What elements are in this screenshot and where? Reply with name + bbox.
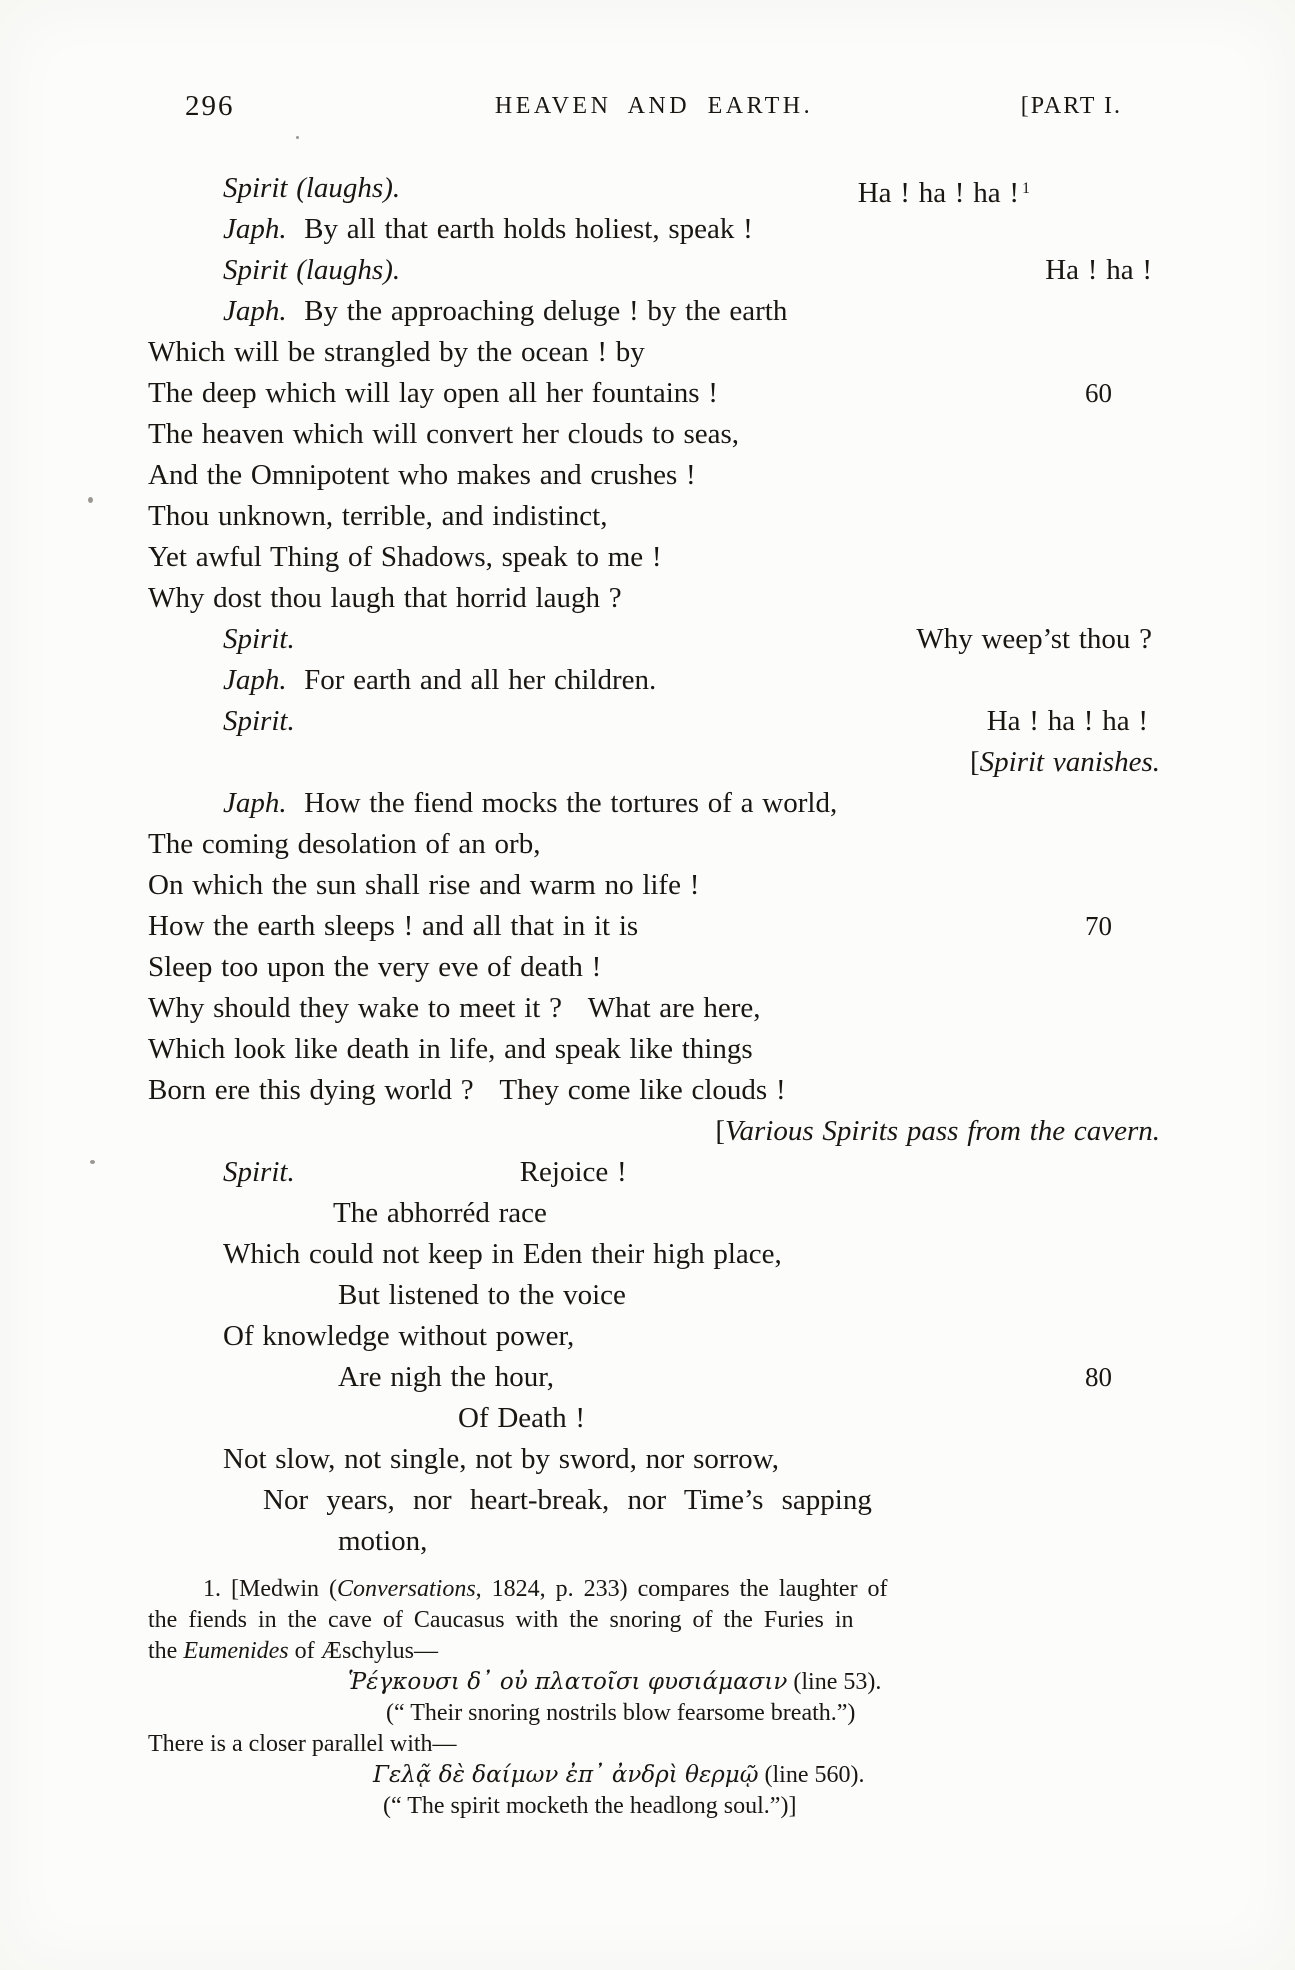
italic-text: Japh. xyxy=(223,295,287,327)
scan-speck xyxy=(90,1160,95,1164)
text-segment: For earth and all her children. xyxy=(286,664,657,696)
text-segment: There is a closer parallel with— xyxy=(148,1731,457,1757)
footnote-line xyxy=(148,1729,1160,1760)
text-segment: Born ere this dying world ? They come like clouds ! xyxy=(148,1074,786,1106)
verse-line-number: 60 xyxy=(1085,378,1112,408)
poem-line xyxy=(148,1029,1160,1070)
poem-line xyxy=(148,1234,1160,1275)
text-segment: [ xyxy=(715,1115,726,1147)
text-segment: (“ The spirit mocketh the headlong soul.”)] xyxy=(383,1793,797,1819)
italic-text: Conversations xyxy=(336,1576,476,1602)
text-segment: Not slow, not single, not by sword, nor sorrow, xyxy=(223,1443,779,1475)
text-segment: of Æschylus— xyxy=(288,1638,438,1664)
footnote xyxy=(148,1574,1160,1822)
right-aligned-text xyxy=(987,701,1148,742)
text-segment: Ha ! ha ! xyxy=(1045,254,1152,286)
poem-line xyxy=(148,783,1160,824)
text-segment: Are nigh the hour, xyxy=(338,1361,554,1393)
text-segment: How the earth sleeps ! and all that in it is xyxy=(148,910,639,942)
right-aligned-text xyxy=(970,742,1160,783)
poem-line xyxy=(148,496,1160,537)
italic-text: Spirit. xyxy=(223,623,295,655)
poem-line xyxy=(148,1152,1160,1193)
text-segment: Why should they wake to meet it ? What are here, xyxy=(148,992,761,1024)
poem-line xyxy=(148,988,1160,1029)
italic-text: Japh. xyxy=(223,787,287,819)
text-segment: Why weep’st thou ? xyxy=(916,623,1152,655)
poem-line xyxy=(148,701,1160,742)
footnote-reference: 1 xyxy=(1022,180,1030,197)
text-segment: Ha ! ha ! ha ! xyxy=(986,705,1148,737)
text-segment: The heaven which will convert her clouds to seas, xyxy=(148,418,740,450)
text-segment: Yet awful Thing of Shadows, speak to me ! xyxy=(148,541,662,573)
text-segment: The abhorréd race xyxy=(333,1197,547,1229)
italic-text: Japh. xyxy=(223,213,287,245)
text-segment: How the fiend mocks the tortures of a world, xyxy=(286,787,838,819)
footnote-line xyxy=(148,1698,1160,1729)
text-segment: Which could not keep in Eden their high place, xyxy=(223,1238,782,1270)
footnote-line xyxy=(148,1605,1160,1636)
spacing-gap xyxy=(295,1180,520,1181)
poem-line xyxy=(148,414,1160,455)
text-segment: (line 53). xyxy=(787,1669,882,1695)
text-segment: Ha ! ha ! ha ! xyxy=(857,177,1019,209)
text-segment: (line 560). xyxy=(758,1762,865,1788)
poem-line xyxy=(148,1398,1160,1439)
text-segment: , 1824, p. 233) compares the laughter of xyxy=(475,1576,888,1602)
poem-line xyxy=(148,291,1160,332)
poem-line xyxy=(148,168,1160,209)
italic-text: Spirit vanishes. xyxy=(979,746,1160,778)
italic-text: Various Spirits pass from the cavern. xyxy=(725,1115,1160,1147)
text-segment: And the Omnipotent who makes and crushes ! xyxy=(148,459,696,491)
text-segment: the fiends in the cave of Caucasus with the snoring of the Furies in xyxy=(148,1607,854,1633)
poem-line xyxy=(148,742,1160,783)
text-segment: By the approaching deluge ! by the earth xyxy=(286,295,788,327)
text-segment: By all that earth holds holiest, speak ! xyxy=(286,213,753,245)
running-header xyxy=(148,90,1160,126)
poem-line xyxy=(148,250,1160,291)
right-aligned-text xyxy=(916,619,1152,660)
right-aligned-text xyxy=(1045,250,1152,291)
text-segment: Rejoice ! xyxy=(519,1156,627,1188)
greek-quotation: Γελᾷ δὲ δαίμων ἐπ᾽ ἀνδρὶ θερμῷ xyxy=(373,1762,759,1788)
poem-line xyxy=(148,1439,1160,1480)
poem-line xyxy=(148,578,1160,619)
poem-line xyxy=(148,537,1160,578)
italic-text: Spirit (laughs). xyxy=(223,254,401,286)
text-segment: [ xyxy=(969,746,980,778)
poem-line xyxy=(148,455,1160,496)
text-segment: Sleep too upon the very eve of death ! xyxy=(148,951,602,983)
footnote-line xyxy=(148,1760,1160,1791)
poem-line xyxy=(148,1480,1160,1521)
poem-line xyxy=(148,1070,1160,1111)
text-segment: (“ Their snoring nostrils blow fearsome breath.”) xyxy=(386,1700,856,1726)
verse-line-number: 70 xyxy=(1085,911,1112,941)
text-segment: Why dost thou laugh that horrid laugh ? xyxy=(148,582,622,614)
text-segment: Of knowledge without power, xyxy=(223,1320,575,1352)
text-segment: On which the sun shall rise and warm no life ! xyxy=(148,869,700,901)
poem-line xyxy=(148,1357,1160,1398)
text-segment: the xyxy=(148,1638,184,1664)
footnote-line xyxy=(148,1636,1160,1667)
right-aligned-text xyxy=(858,168,1030,214)
italic-text: Spirit. xyxy=(223,1156,295,1188)
scan-speck xyxy=(88,497,93,503)
poem-line xyxy=(148,1521,1160,1562)
poem-line xyxy=(148,1316,1160,1357)
greek-quotation: Ῥέγκουσι δ᾽ οὐ πλατοῖσι φυσιάμασιν xyxy=(348,1669,788,1695)
italic-text: Eumenides xyxy=(183,1638,289,1664)
poem-line xyxy=(148,332,1160,373)
text-segment: 1. [Medwin ( xyxy=(203,1576,337,1602)
poem-line xyxy=(148,209,1160,250)
text-segment: Thou unknown, terrible, and indistinct, xyxy=(148,500,608,532)
text-segment: The deep which will lay open all her fountains ! xyxy=(148,377,718,409)
poem-line xyxy=(148,824,1160,865)
footnote-line xyxy=(148,1574,1160,1605)
poem-text xyxy=(148,168,1160,1562)
italic-text: Japh. xyxy=(223,664,287,696)
part-label: [PART I. xyxy=(1020,93,1122,119)
poem-line xyxy=(148,1111,1160,1152)
verse-line-number: 80 xyxy=(1085,1362,1112,1392)
poem-line xyxy=(148,660,1160,701)
text-segment: Which will be strangled by the ocean ! by xyxy=(148,336,645,368)
right-aligned-text xyxy=(715,1111,1160,1152)
poem-line xyxy=(148,619,1160,660)
poem-line xyxy=(148,1193,1160,1234)
poem-line xyxy=(148,906,1160,947)
italic-text: Spirit. xyxy=(223,705,295,737)
footnote-line xyxy=(148,1791,1160,1822)
scan-speck xyxy=(296,136,299,139)
text-segment: Nor years, nor heart-break, nor Time’s sapping xyxy=(263,1484,872,1516)
poem-line xyxy=(148,947,1160,988)
poem-line xyxy=(148,373,1160,414)
italic-text: Spirit (laughs). xyxy=(223,172,401,204)
text-segment: Of Death ! xyxy=(458,1402,586,1434)
text-segment: Which look like death in life, and speak like things xyxy=(148,1033,753,1065)
poem-line xyxy=(148,1275,1160,1316)
text-segment: But listened to the voice xyxy=(338,1279,626,1311)
poem-line xyxy=(148,865,1160,906)
page-number: 296 xyxy=(185,90,235,122)
page-title: HEAVEN AND EARTH. xyxy=(494,93,814,119)
footnote-line xyxy=(148,1667,1160,1698)
text-segment: motion, xyxy=(338,1525,428,1557)
text-segment: The coming desolation of an orb, xyxy=(148,828,541,860)
